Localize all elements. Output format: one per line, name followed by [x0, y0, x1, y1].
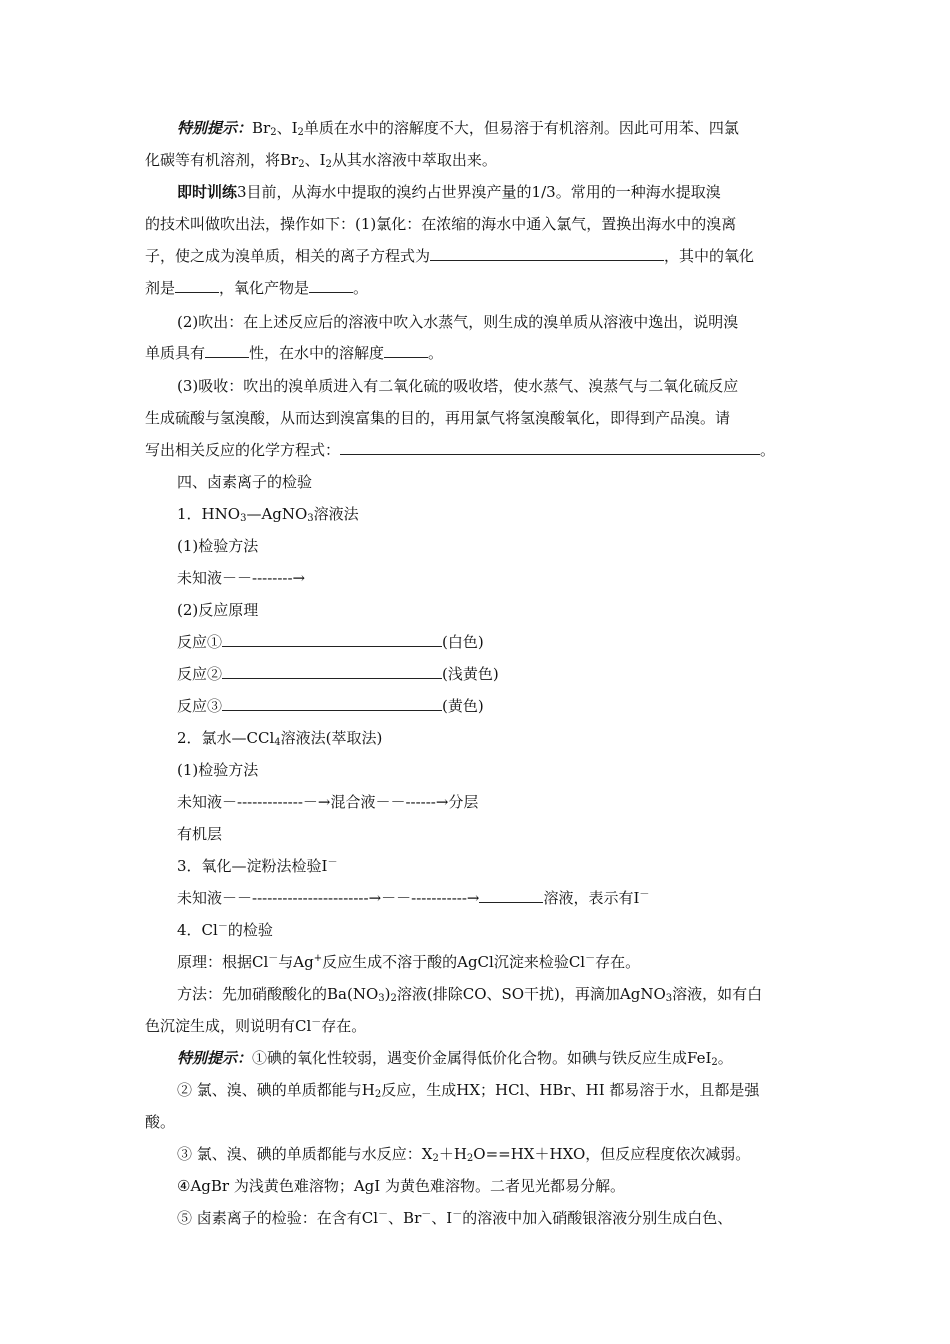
method4-procedure-line2: 色沉淀生成，则说明有Cl－存在。: [145, 1017, 367, 1035]
reaction-1: 反应① (白色): [177, 633, 484, 651]
method1-flow: 未知液－－--------→: [177, 569, 306, 587]
answer-blank-color[interactable]: [479, 889, 543, 903]
reaction-3: 反应③ (黄色): [177, 697, 484, 715]
exercise-line4: 剂是 ，氧化产物是 。: [145, 279, 369, 297]
tip2-line5: ⑤ 卤素离子的检验：在含有Cl－、Br－、I－的溶液中加入硝酸银溶液分别生成白色、: [177, 1209, 733, 1227]
reaction-2: 反应② (浅黄色): [177, 665, 499, 683]
tip1-line2: 化碳等有机溶剂，将$Br_2$、$I_2$从其水溶液中萃取出来。: [145, 151, 497, 170]
method4-principle: 原理：根据Cl－与Ag+反应生成不溶于酸的AgCl沉淀来检验Cl－存在。: [177, 953, 641, 971]
method3-flow: 未知液－－-----------------------→－－-----------→ 溶液，表示有I－: [177, 889, 650, 907]
tip2-label: 特别提示：: [177, 1049, 253, 1067]
answer-blank-reaction-1[interactable]: [222, 633, 442, 647]
method1-method: (1)检验方法: [177, 537, 259, 555]
exercise-p3-line2: 生成硫酸与氢溴酸，从而达到溴富集的目的，再用氯气将氢溴酸氧化，即得到产品溴。请: [145, 409, 731, 427]
tip1-line1: 特别提示：$Br_2$、$I_2$单质在水中的溶解度不大，但易溶于有机溶剂。因此可用苯、四氯: [177, 119, 739, 138]
tip2-line2: ② 氯、溴、碘的单质都能与$H_2$反应，生成HX；HCl、HBr、HI 都易溶于水，且都是强: [177, 1081, 760, 1100]
tip2-line3: ③ 氯、溴、碘的单质都能与水反应：$X_2+H_2O==HX+HXO$，但反应程度依次减弱。: [177, 1145, 751, 1164]
exercise-p2-line2: 单质具有 性，在水中的溶解度 。: [145, 344, 444, 362]
section-title: 四、卤素离子的检验: [177, 473, 313, 491]
answer-blank-reaction-2[interactable]: [222, 665, 442, 679]
method2-method: (1)检验方法: [177, 761, 259, 779]
exercise-p3-line3: 写出相关反应的化学方程式： 。: [145, 441, 776, 459]
method4-procedure-line1: 方法：先加硝酸酸化的$Ba(NO_3)_2$溶液(排除CO、SO干扰)，再滴加AgNO$_3$溶液，如有白: [177, 985, 763, 1004]
answer-blank-reaction-3[interactable]: [222, 697, 442, 711]
method2-flow: 未知液－-------------－→混合液－－------→分层: [177, 793, 479, 811]
tip2-line1: 特别提示：①碘的氧化性较弱，遇变价金属得低价化合物。如碘与铁反应生成FeI$_2$。: [177, 1049, 733, 1068]
answer-blank-solubility[interactable]: [384, 344, 428, 358]
method2-heading: 2．氯水—CCl$_4$溶液法(萃取法): [177, 729, 383, 748]
answer-blank-property[interactable]: [205, 344, 249, 358]
method1-principle: (2)反应原理: [177, 601, 259, 619]
answer-blank-oxidation-product[interactable]: [309, 279, 353, 293]
method4-heading: 4．Cl－的检验: [177, 921, 273, 939]
exercise-p2-line1: (2)吹出：在上述反应后的溶液中吹入水蒸气，则生成的溴单质从溶液中逸出，说明溴: [177, 313, 739, 331]
answer-blank-chemical-equation[interactable]: [340, 441, 760, 455]
exercise-label: 即时训练: [177, 183, 238, 201]
answer-blank-ionic-equation[interactable]: [430, 247, 664, 261]
tip1-label: 特别提示：: [177, 119, 253, 137]
method2-layer: 有机层: [177, 825, 223, 843]
exercise-line2: 的技术叫做吹出法，操作如下：(1)氯化：在浓缩的海水中通入氯气，置换出海水中的溴离: [145, 215, 737, 233]
tip2-line2-cont: 酸。: [145, 1113, 176, 1131]
exercise-line1: 即时训练3目前，从海水中提取的溴约占世界溴产量的1/3。常用的一种海水提取溴: [177, 183, 721, 201]
method3-heading: 3．氧化—淀粉法检验I－: [177, 857, 338, 875]
exercise-line3: 子，使之成为溴单质，相关的离子方程式为 ，其中的氧化: [145, 247, 755, 265]
answer-blank-oxidant[interactable]: [175, 279, 219, 293]
exercise-p3-line1: (3)吸收：吹出的溴单质进入有二氧化硫的吸收塔，使水蒸气、溴蒸气与二氧化硫反应: [177, 377, 739, 395]
method1-heading: 1．$HNO_3—AgNO_3$溶液法: [177, 505, 359, 524]
tip2-line4: ④AgBr 为浅黄色难溶物；AgI 为黄色难溶物。二者见光都易分解。: [177, 1177, 625, 1195]
